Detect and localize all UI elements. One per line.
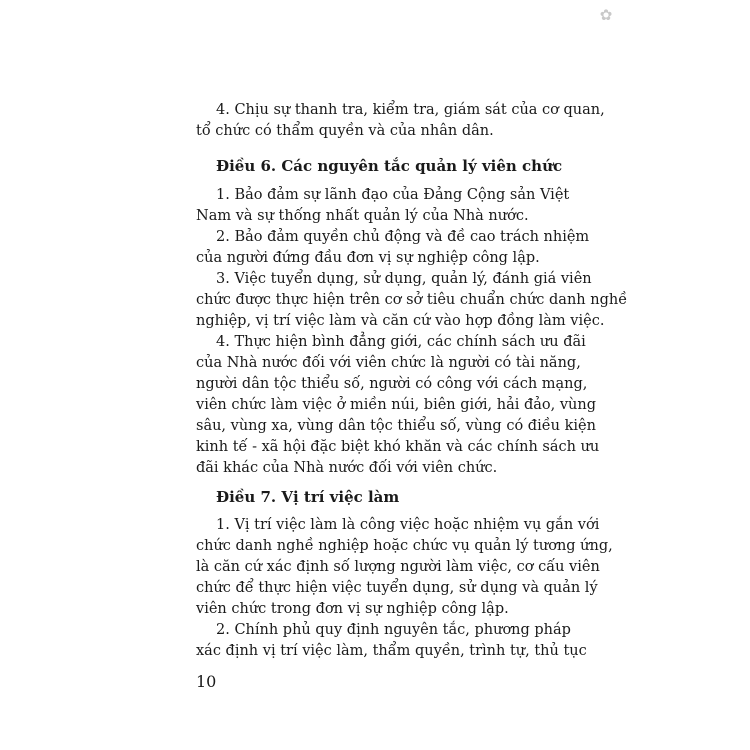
text-line: đãi khác của Nhà nước đối với viên chức. [196,460,498,476]
text-line: sâu, vùng xa, vùng dân tộc thiểu số, vùng có điều kiện [196,418,596,434]
text-line: là căn cứ xác định số lượng người làm việc, cơ cấu viên [196,559,600,575]
text-line: 4. Chịu sự thanh tra, kiểm tra, giám sát của cơ quan, [216,102,605,118]
text-line: 1. Bảo đảm sự lãnh đạo của Đảng Cộng sản Việt [216,187,570,203]
flower-icon: ✿ [599,6,613,24]
text-line: chức danh nghề nghiệp hoặc chức vụ quản lý tương ứng, [196,538,613,554]
article-heading: Điều 7. Vị trí việc làm [216,488,400,506]
text-line: chức được thực hiện trên cơ sở tiêu chuẩn chức danh nghề [196,292,628,308]
text-line: viên chức làm việc ở miền núi, biên giới, hải đảo, vùng [196,397,597,413]
text-line: người dân tộc thiểu số, người có công với cách mạng, [196,376,588,392]
text-line: nghiệp, vị trí việc làm và căn cứ vào hợp đồng làm việc. [196,313,605,329]
article-heading: Điều 6. Các nguyên tắc quản lý viên chức [216,157,563,175]
text-line: 2. Chính phủ quy định nguyên tắc, phương pháp [216,622,571,638]
text-line: của người đứng đầu đơn vị sự nghiệp công lập. [196,250,540,266]
text-line: kinh tế - xã hội đặc biệt khó khăn và các chính sách ưu [196,439,600,455]
text-line: chức để thực hiện việc tuyển dụng, sử dụng và quản lý [196,580,598,596]
text-line: viên chức trong đơn vị sự nghiệp công lập. [196,601,509,617]
text-line: tổ chức có thẩm quyền và của nhân dân. [196,123,494,139]
text-line: 3. Việc tuyển dụng, sử dụng, quản lý, đánh giá viên [216,271,592,287]
text-line: 4. Thực hiện bình đẳng giới, các chính sách ưu đãi [216,334,586,350]
text-line: của Nhà nước đối với viên chức là người có tài năng, [196,355,581,371]
text-line: 1. Vị trí việc làm là công việc hoặc nhiệm vụ gắn với [216,517,600,533]
page-number: 10 [196,672,217,691]
text-line: xác định vị trí việc làm, thẩm quyền, trình tự, thủ tục [196,643,587,659]
text-line: Nam và sự thống nhất quản lý của Nhà nước. [196,208,529,224]
text-line: 2. Bảo đảm quyền chủ động và đề cao trách nhiệm [216,229,590,245]
